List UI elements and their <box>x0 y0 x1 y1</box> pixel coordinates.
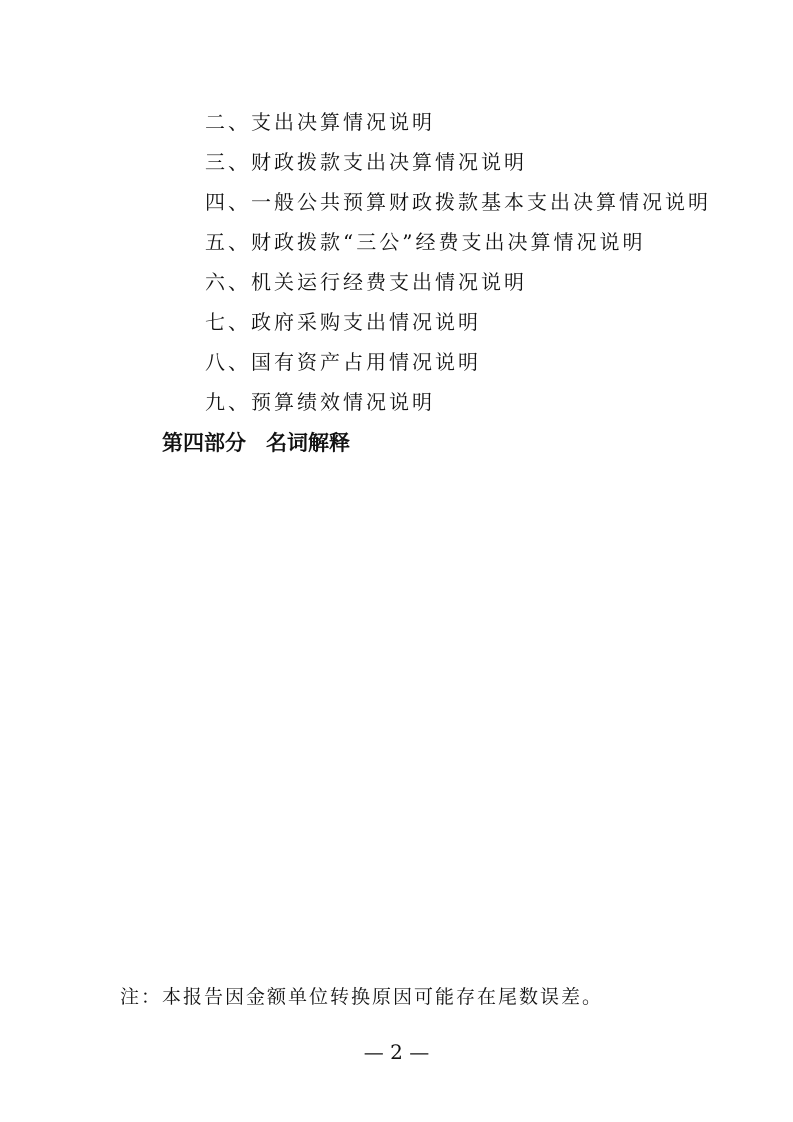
footnote: 注：本报告因金额单位转换原因可能存在尾数误差。 <box>120 986 604 1008</box>
toc-item-performance: 九、预算绩效情况说明 <box>205 390 435 414</box>
toc-item-state-assets: 八、国有资产占用情况说明 <box>205 350 481 374</box>
toc-item-fiscal-appropriation: 三、财政拨款支出决算情况说明 <box>205 150 527 174</box>
part-four-heading <box>162 430 350 456</box>
page-number: — 2 — <box>363 1040 430 1064</box>
toc-item-basic-expenditure: 四、一般公共预算财政拨款基本支出决算情况说明 <box>205 190 711 214</box>
toc-item-expenditure: 二、支出决算情况说明 <box>205 110 435 134</box>
part-title: 名词解释 <box>266 431 350 455</box>
toc-item-operating-expenses: 六、机关运行经费支出情况说明 <box>205 270 527 294</box>
toc-item-government-procurement: 七、政府采购支出情况说明 <box>205 310 481 334</box>
toc-item-three-public-expenses: 五、财政拨款“三公”经费支出决算情况说明 <box>205 230 646 254</box>
part-number: 第四部分 <box>162 431 246 455</box>
